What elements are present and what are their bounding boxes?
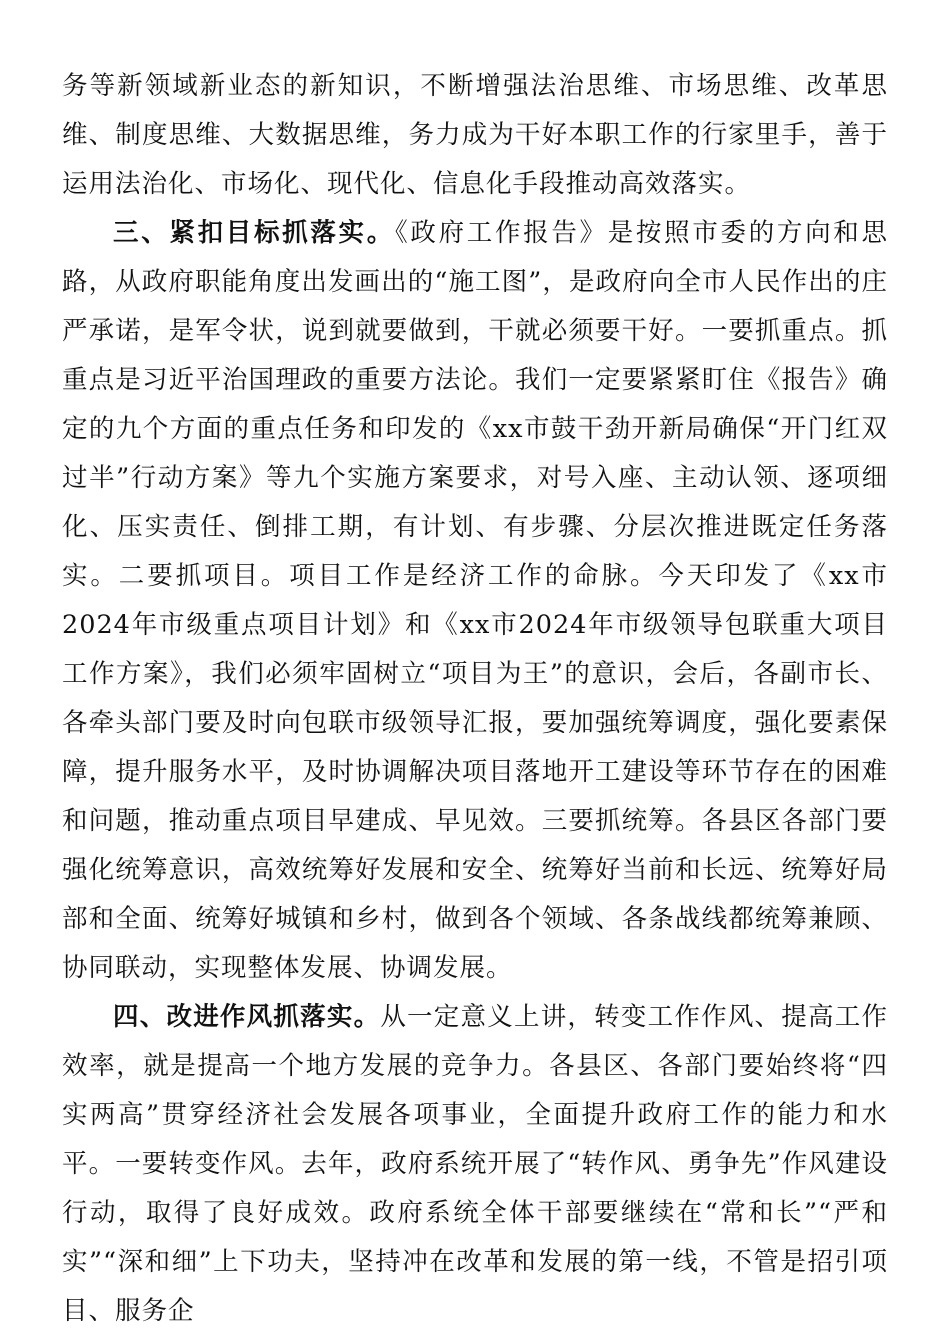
- section-heading: 四、改进作风抓落实。: [113, 1002, 381, 1032]
- paragraph-body: 《政府工作报告》是按照市委的方向和思路，从政府职能角度出发画出的“施工图”，是政府向全市人民作出的庄严承诺，是军令状，说到就要做到，干就必须要干好。一要抓重点。抓重点是习近平治国理政的重要方法论。我们一定要紧紧盯住《报告》确定的九个方面的重点任务和印发的《xx市鼓干劲开新局确保“开门红双过半”行动方案》等九个实施方案要求，对号入座、主动认领、逐项细化、压实责任、倒排工期，有计划、有步骤、分层次推进既定任务落实。二要抓项目。项目工作是经济工作的命脉。今天印发了《xx市2024年市级重点项目计划》和《xx市2024年市级领导包联重大项目工作方案》，我们必须牢固树立“项目为王”的意识，会后，各副市长、各牵头部门要及时向包联市级领导汇报，要加强统筹调度，强化要素保障，提升服务水平，及时协调解决项目落地开工建设等环节存在的困难和问题，推动重点项目早建成、早见效。三要抓统筹。各县区各部门要强化统筹意识，高效统筹好发展和安全、统筹好当前和长远、统筹好局部和全面、统筹好城镇和乡村，做到各个领域、各条战线都统筹兼顾、协同联动，实现整体发展、协调发展。: [62, 218, 888, 983]
- paragraph-section-four: [62, 993, 888, 1336]
- paragraph-body: 务等新领域新业态的新知识，不断增强法治思维、市场思维、改革思维、制度思维、大数据思维，务力成为干好本职工作的行家里手，善于运用法治化、市场化、现代化、信息化手段推动高效落实。: [62, 71, 888, 199]
- paragraph-section-three: [62, 209, 888, 993]
- paragraph-continued: [62, 62, 888, 209]
- document-body: [62, 62, 888, 1336]
- paragraph-body: 从一定意义上讲，转变工作作风、提高工作效率，就是提高一个地方发展的竞争力。各县区、各部门要始终将“四实两高”贯穿经济社会发展各项事业，全面提升政府工作的能力和水平。一要转变作风。去年，政府系统开展了“转作风、勇争先”作风建设行动，取得了良好成效。政府系统全体干部要继续在“常和长”“严和实”“深和细”上下功夫，坚持冲在改革和发展的第一线，不管是招引项目、服务企: [62, 1002, 888, 1326]
- section-heading: 三、紧扣目标抓落实。: [113, 218, 395, 248]
